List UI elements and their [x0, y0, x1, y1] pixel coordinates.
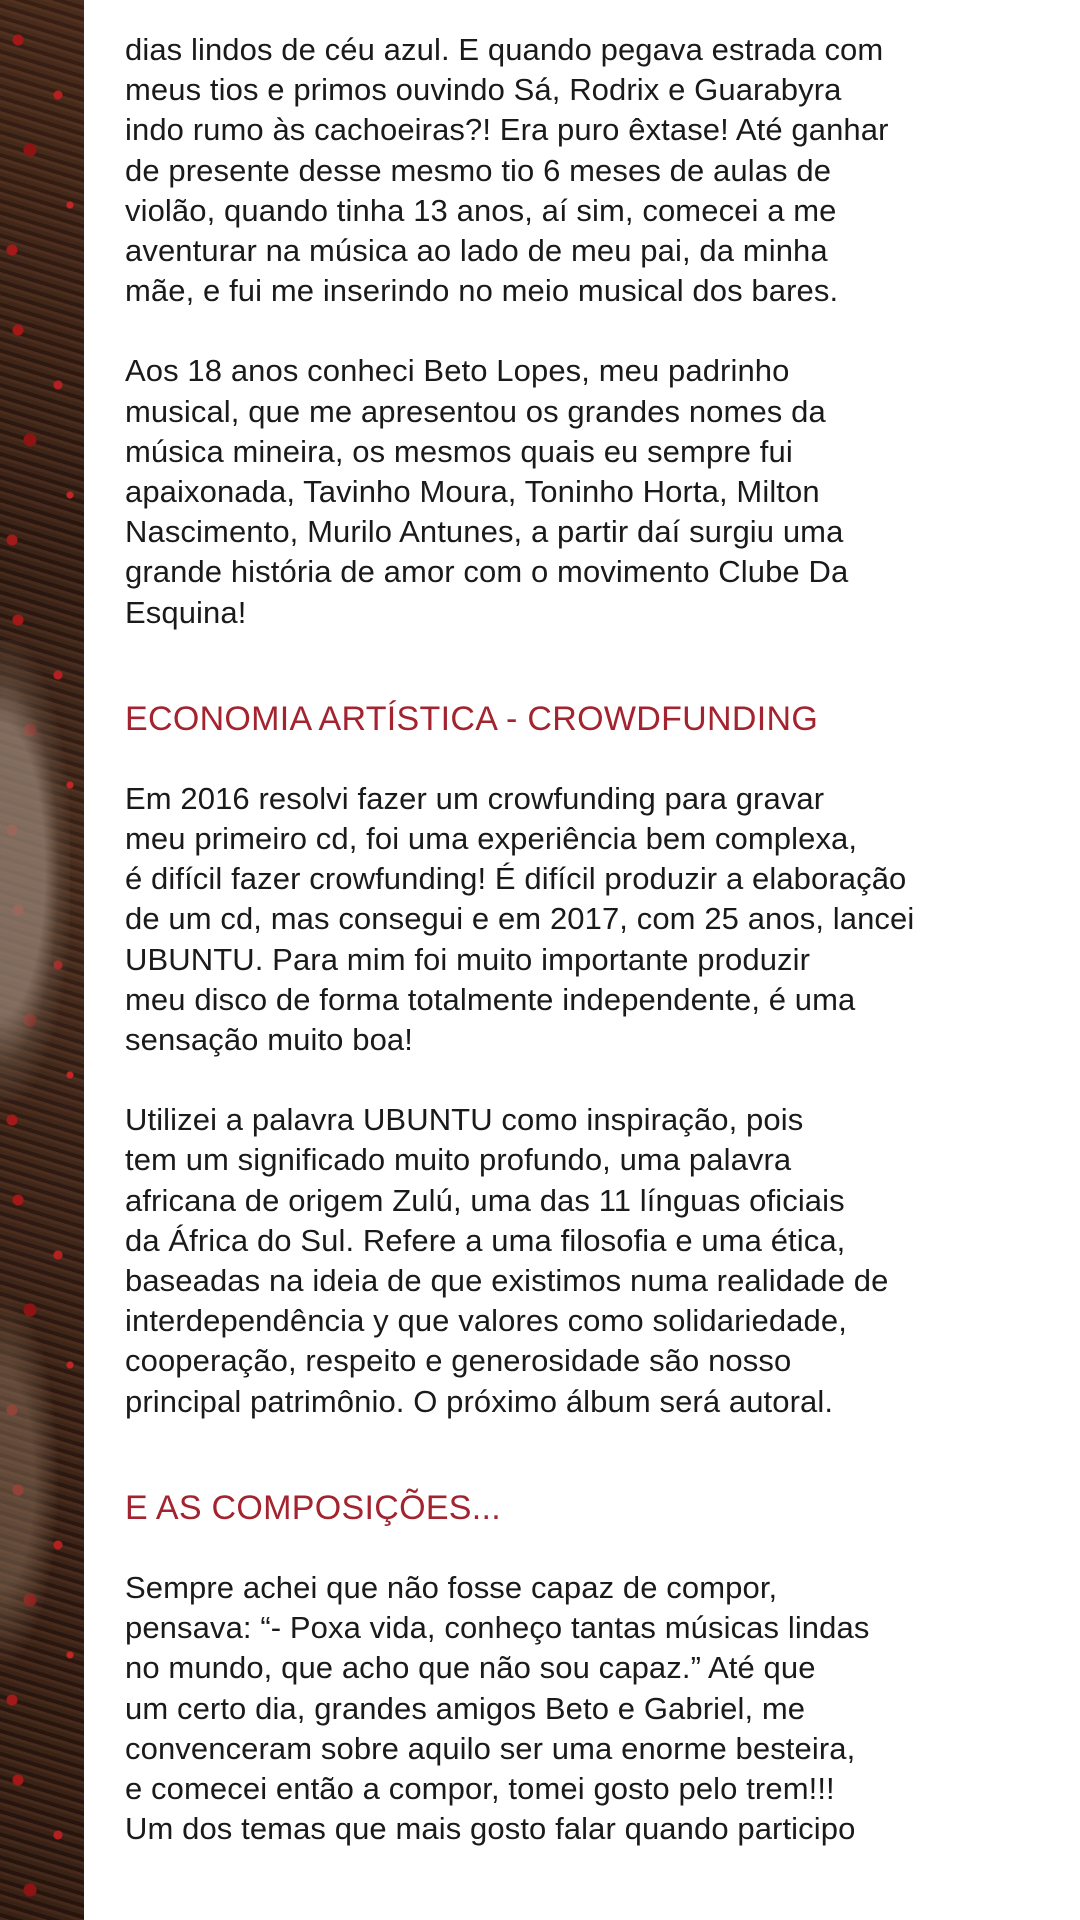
paragraph-ubuntu: Utilizei a palavra UBUNTU como inspiração, pois tem um significado muito profundo, uma palavra africana de origem Zulú, uma das 11 línguas oficiais da África do Sul. Refere a uma filosofia e uma ética, baseadas na ideia de que existimos numa realidade de interdependência y que valores como solidariedade, cooperação, respeito e generosidade são nosso principal patrimônio. O próximo álbum será autoral.: [125, 1102, 889, 1419]
paragraph-childhood: dias lindos de céu azul. E quando pegava estrada com meus tios e primos ouvindo Sá, Rodrix e Guarabyra indo rumo às cachoeiras?! Era puro êxtase! Até ganhar de presente desse mesmo tio 6 meses de aulas de violão, quando tinha 13 anos, aí sim, comecei a me aventurar na música ao lado de meu pai, da minha mãe, e fui me inserindo no meio musical dos bares.: [125, 32, 889, 309]
section-heading-composicoes: E AS COMPOSIÇÕES...: [125, 1488, 502, 1527]
section-heading-crowdfunding: ECONOMIA ARTÍSTICA - CROWDFUNDING: [125, 699, 819, 738]
paragraph-beto-lopes: Aos 18 anos conheci Beto Lopes, meu padrinho musical, que me apresentou os grandes nomes da música mineira, os mesmos quais eu sempre fui apaixonada, Tavinho Moura, Toninho Horta, Milton Nascimento, Murilo Antunes, a partir daí surgiu uma grande história de amor com o movimento Clube Da Esquina!: [125, 353, 849, 630]
paragraph-composicoes: Sempre achei que não fosse capaz de compor, pensava: “- Poxa vida, conheço tantas músicas lindas no mundo, que acho que não sou capaz.” Até que um certo dia, grandes amigos Beto e Gabriel, me convenceram sobre aquilo ser uma enorme besteira, e comecei então a compor, tomei gosto pelo trem!!! Um dos temas que mais gosto falar quando participo: [125, 1569, 870, 1847]
article-body: [125, 30, 1045, 1849]
paragraph-crowdfunding: Em 2016 resolvi fazer um crowfunding para gravar meu primeiro cd, foi uma experiência bem complexa, é difícil fazer crowfunding! É difícil produzir a elaboração de um cd, mas consegui e em 2017, com 25 anos, lancei UBUNTU. Para mim foi muito importante produzir meu disco de forma totalmente independente, é uma sensação muito boa!: [125, 780, 915, 1058]
decorative-photo-strip: [0, 0, 84, 1920]
